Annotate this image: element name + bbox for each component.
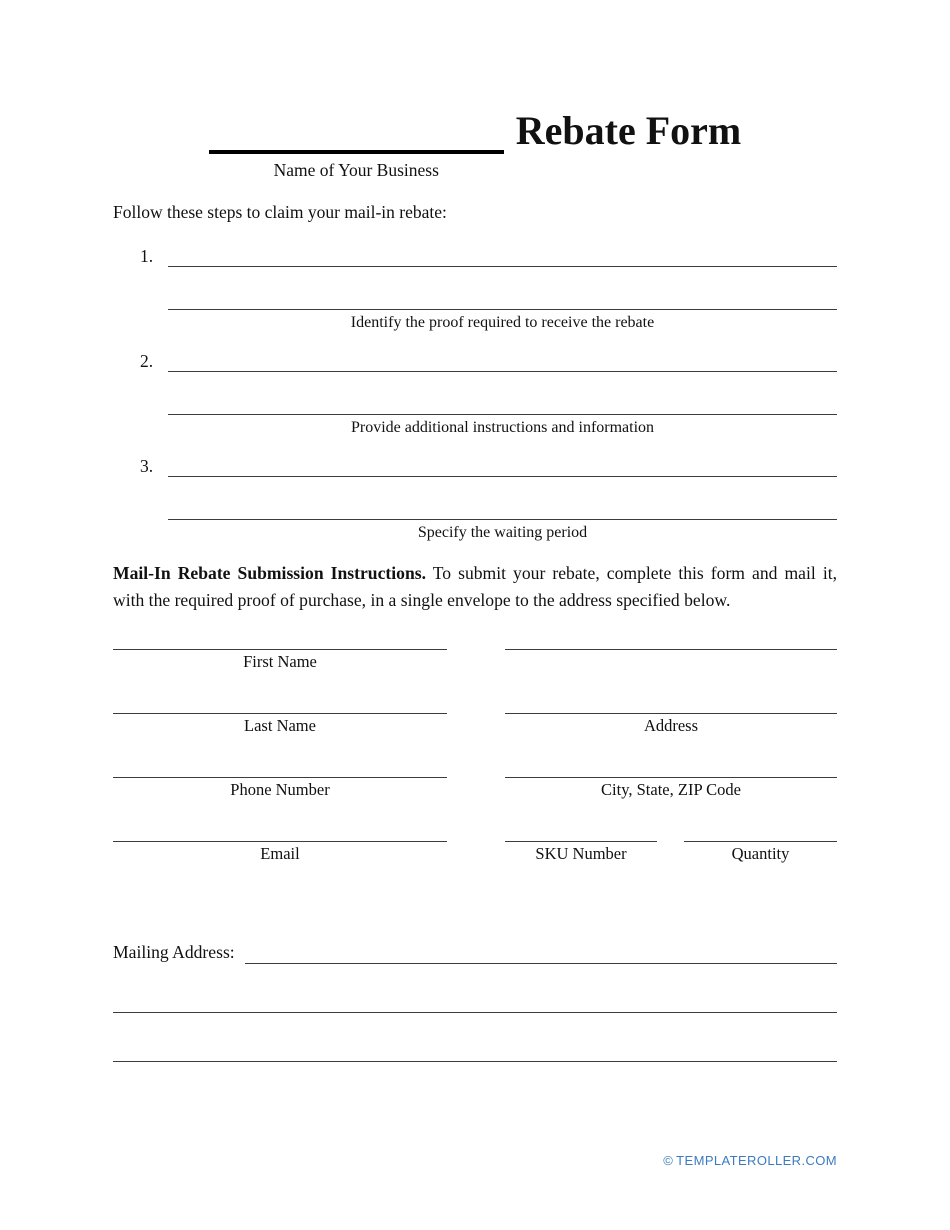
step-3-blank-line-2 — [168, 498, 837, 520]
email-field — [113, 820, 447, 864]
city-state-zip-field — [505, 756, 837, 800]
intro-text: Follow these steps to claim your mail-in rebate: — [113, 202, 447, 222]
business-name-caption: Name of Your Business — [273, 160, 439, 180]
fields-left-column — [113, 628, 447, 884]
sku-label: SKU Number — [535, 844, 627, 863]
submission-instructions — [113, 560, 837, 614]
step-3-caption: Specify the waiting period — [417, 524, 588, 541]
step-1 — [113, 245, 837, 332]
city-state-zip-blank-line — [505, 756, 837, 778]
copyright-icon: © — [663, 1153, 674, 1168]
business-name-blank-line — [209, 114, 504, 154]
mailing-address-label: Mailing Address: — [113, 942, 235, 962]
fields-section — [113, 628, 837, 884]
last-name-label: Last Name — [244, 716, 316, 735]
address-blank-line-1 — [505, 628, 837, 650]
quantity-field — [684, 820, 837, 864]
address-field-line-2 — [505, 692, 837, 736]
address-label: Address — [643, 716, 699, 735]
address-spacer-label — [505, 652, 837, 672]
page-title: Rebate Form — [515, 108, 742, 153]
mailing-address-blank-line-3 — [113, 1040, 837, 1062]
phone-number-field — [113, 756, 447, 800]
step-2-row-1 — [113, 350, 837, 372]
step-3-number: 3. — [140, 456, 154, 476]
mailing-address-blank-line-2 — [113, 991, 837, 1013]
step-3-blank-line-1 — [168, 455, 837, 477]
city-state-zip-label: City, State, ZIP Code — [601, 780, 741, 799]
fields-right-column — [505, 628, 837, 884]
step-2-blank-line-2 — [168, 393, 837, 415]
last-name-blank-line — [113, 692, 447, 714]
quantity-blank-line — [684, 820, 837, 842]
step-1-caption: Identify the proof required to receive the rebate — [350, 314, 655, 331]
step-1-row-1 — [113, 245, 837, 267]
first-name-blank-line — [113, 628, 447, 650]
form-header — [113, 108, 837, 180]
submission-instructions-text: To submit your rebate, complete this form and mail it, with the required proof of purchase, in a single envelope to the address specified below. — [113, 563, 837, 610]
step-1-blank-line-1 — [168, 245, 837, 267]
last-name-field — [113, 692, 447, 736]
step-1-number: 1. — [140, 246, 154, 266]
sku-field — [505, 820, 657, 864]
step-2-caption: Provide additional instructions and information — [350, 419, 655, 436]
sku-quantity-row — [505, 820, 837, 864]
step-2-blank-line-1 — [168, 350, 837, 372]
business-name-field — [209, 114, 504, 180]
step-3-row-1 — [113, 455, 837, 477]
mailing-address-blank-line-1 — [245, 940, 837, 964]
steps-list — [113, 245, 837, 542]
email-blank-line — [113, 820, 447, 842]
step-2-number: 2. — [140, 351, 154, 371]
email-label: Email — [260, 844, 300, 863]
address-blank-line-2 — [505, 692, 837, 714]
phone-number-blank-line — [113, 756, 447, 778]
address-field-line-1 — [505, 628, 837, 672]
sku-blank-line — [505, 820, 657, 842]
step-1-blank-line-2 — [168, 288, 837, 310]
templateroller-link[interactable]: TEMPLATEROLLER.COM — [676, 1153, 837, 1168]
quantity-label: Quantity — [731, 844, 790, 863]
first-name-field — [113, 628, 447, 672]
submission-instructions-heading: Mail-In Rebate Submission Instructions. — [113, 563, 426, 583]
footer — [663, 1153, 837, 1168]
step-3 — [113, 455, 837, 542]
mailing-address-row — [113, 940, 837, 964]
step-2 — [113, 350, 837, 437]
phone-number-label: Phone Number — [230, 780, 330, 799]
first-name-label: First Name — [243, 652, 317, 671]
